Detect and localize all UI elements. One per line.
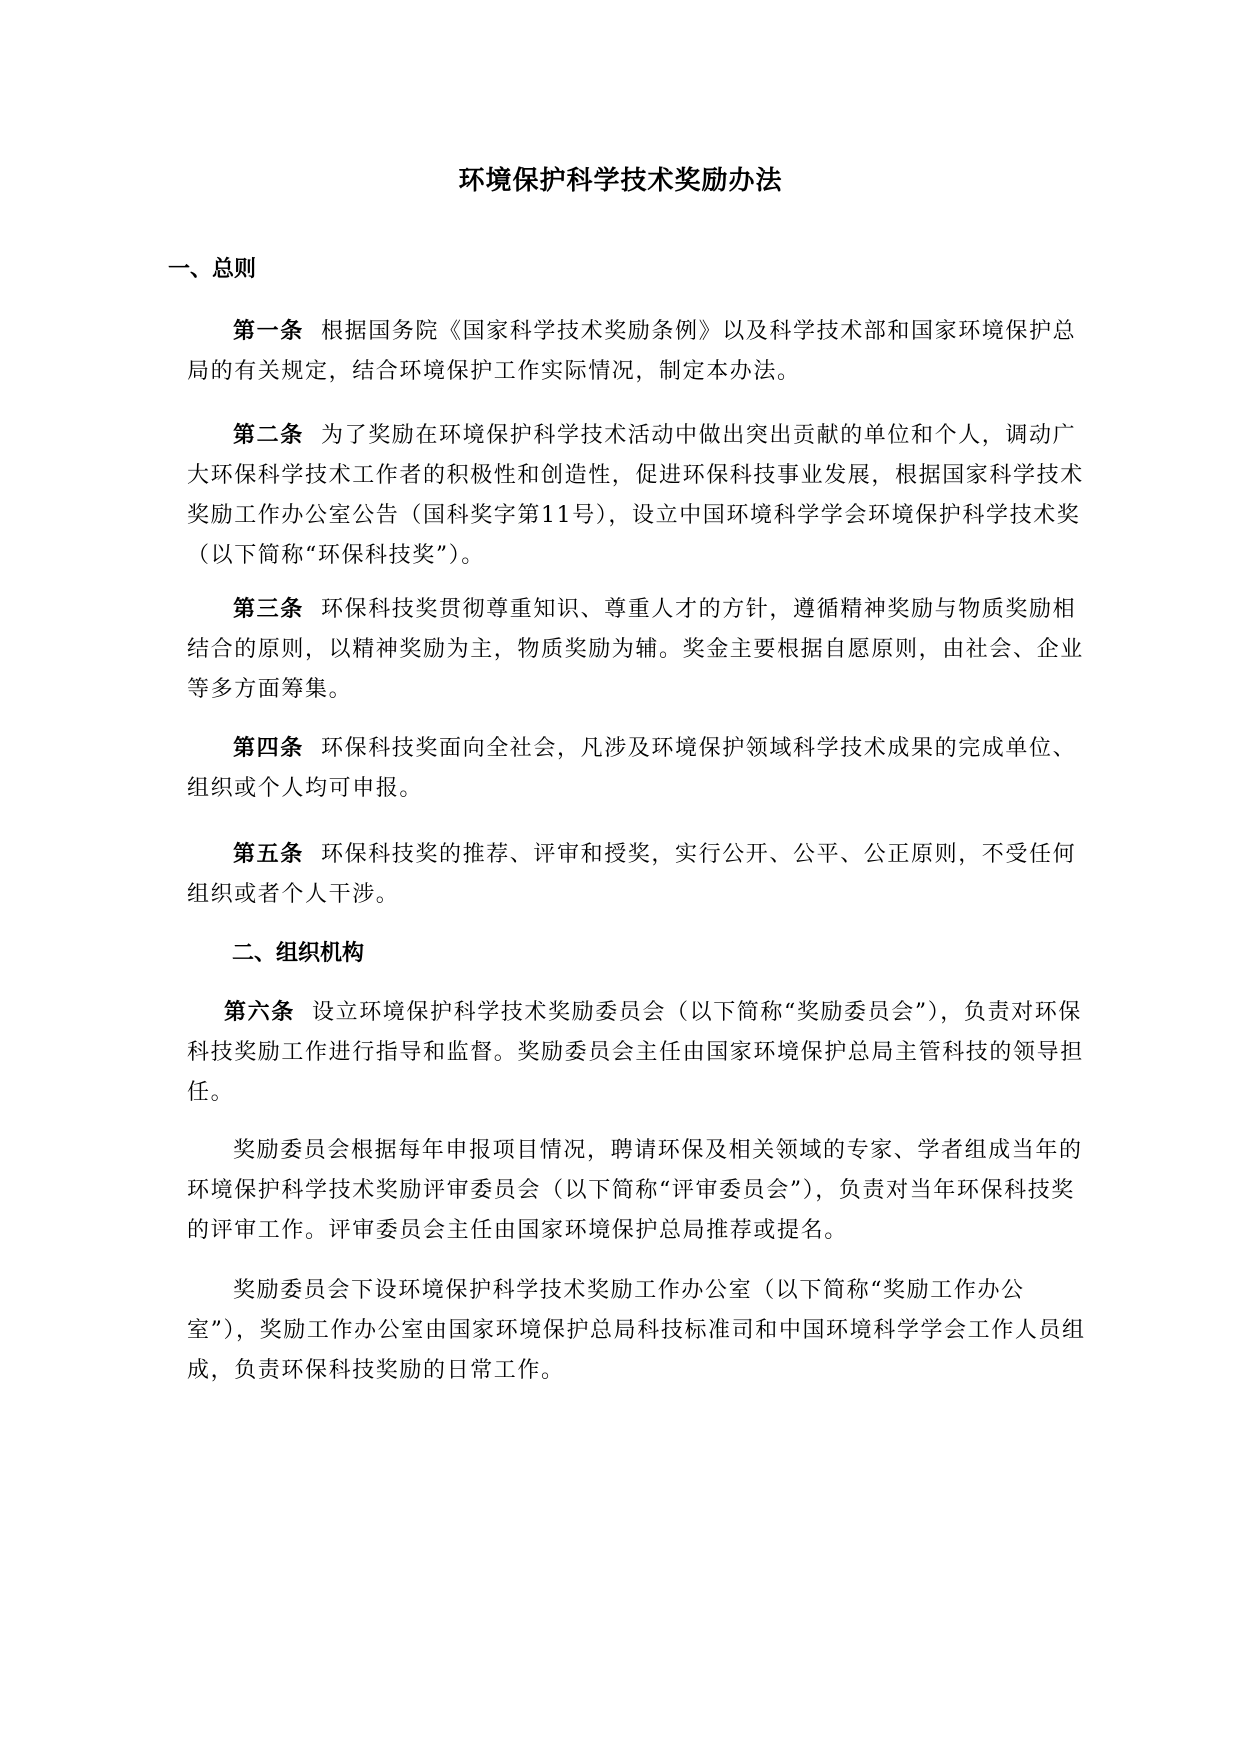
article-2	[187, 415, 1087, 576]
paragraph-review-committee: 奖励委员会根据每年申报项目情况，聘请环保及相关领域的专家、学者组成当年的环境保护科学技术奖励评审委员会（以下简称“评审委员会”），负责对当年环保科技奖的评审工作。评审委员会主任由国家环境保护总局推荐或提名。	[187, 1138, 1083, 1243]
article-3	[187, 589, 1087, 710]
article-6-text: 设立环境保护科学技术奖励委员会（以下简称“奖励委员会”），负责对环保科技奖励工作进行指导和监督。奖励委员会主任由国家环境保护总局主管科技的领导担任。	[187, 1000, 1084, 1105]
section-heading-general: 一、总则	[168, 256, 257, 282]
article-1-lead: 第一条	[233, 318, 304, 344]
article-6	[187, 992, 1087, 1113]
article-1-text: 根据国务院《国家科学技术奖励条例》以及科学技术部和国家环境保护总局的有关规定，结合环境保护工作实际情况，制定本办法。	[187, 319, 1077, 384]
article-3-text: 环保科技奖贯彻尊重知识、尊重人才的方针，遵循精神奖励与物质奖励相结合的原则，以精神奖励为主，物质奖励为辅。奖金主要根据自愿原则，由社会、企业等多方面筹集。	[187, 597, 1084, 702]
article-5-text: 环保科技奖的推荐、评审和授奖，实行公开、公平、公正原则，不受任何组织或者个人干涉。	[187, 842, 1077, 907]
document-title: 环境保护科学技术奖励办法	[458, 166, 783, 196]
article-2-lead: 第二条	[233, 422, 304, 448]
article-4-lead: 第四条	[233, 735, 304, 761]
paragraph-award-office: 奖励委员会下设环境保护科学技术奖励工作办公室（以下简称“奖励工作办公室”），奖励工作办公室由国家环境保护总局科技标准司和中国环境科学学会工作人员组成，负责环保科技奖励的日常工作。	[187, 1278, 1086, 1383]
article-4	[187, 728, 1087, 809]
article-5-lead: 第五条	[233, 841, 304, 867]
article-6-lead: 第六条	[224, 999, 295, 1025]
article-2-text: 为了奖励在环境保护科学技术活动中做出突出贡献的单位和个人，调动广大环保科学技术工作者的积极性和创造性，促进环保科技事业发展，根据国家科学技术奖励工作办公室公告（国科奖字第11号），设立中国环境科学学会环境保护科学技术奖（以下简称“环保科技奖”）。	[187, 423, 1084, 568]
section-heading-organization: 二、组织机构	[232, 940, 365, 966]
article-3-lead: 第三条	[233, 596, 304, 622]
article-1	[187, 311, 1087, 392]
article-5	[187, 834, 1087, 915]
article-4-text: 环保科技奖面向全社会，凡涉及环境保护领域科学技术成果的完成单位、组织或个人均可申报。	[187, 736, 1077, 801]
